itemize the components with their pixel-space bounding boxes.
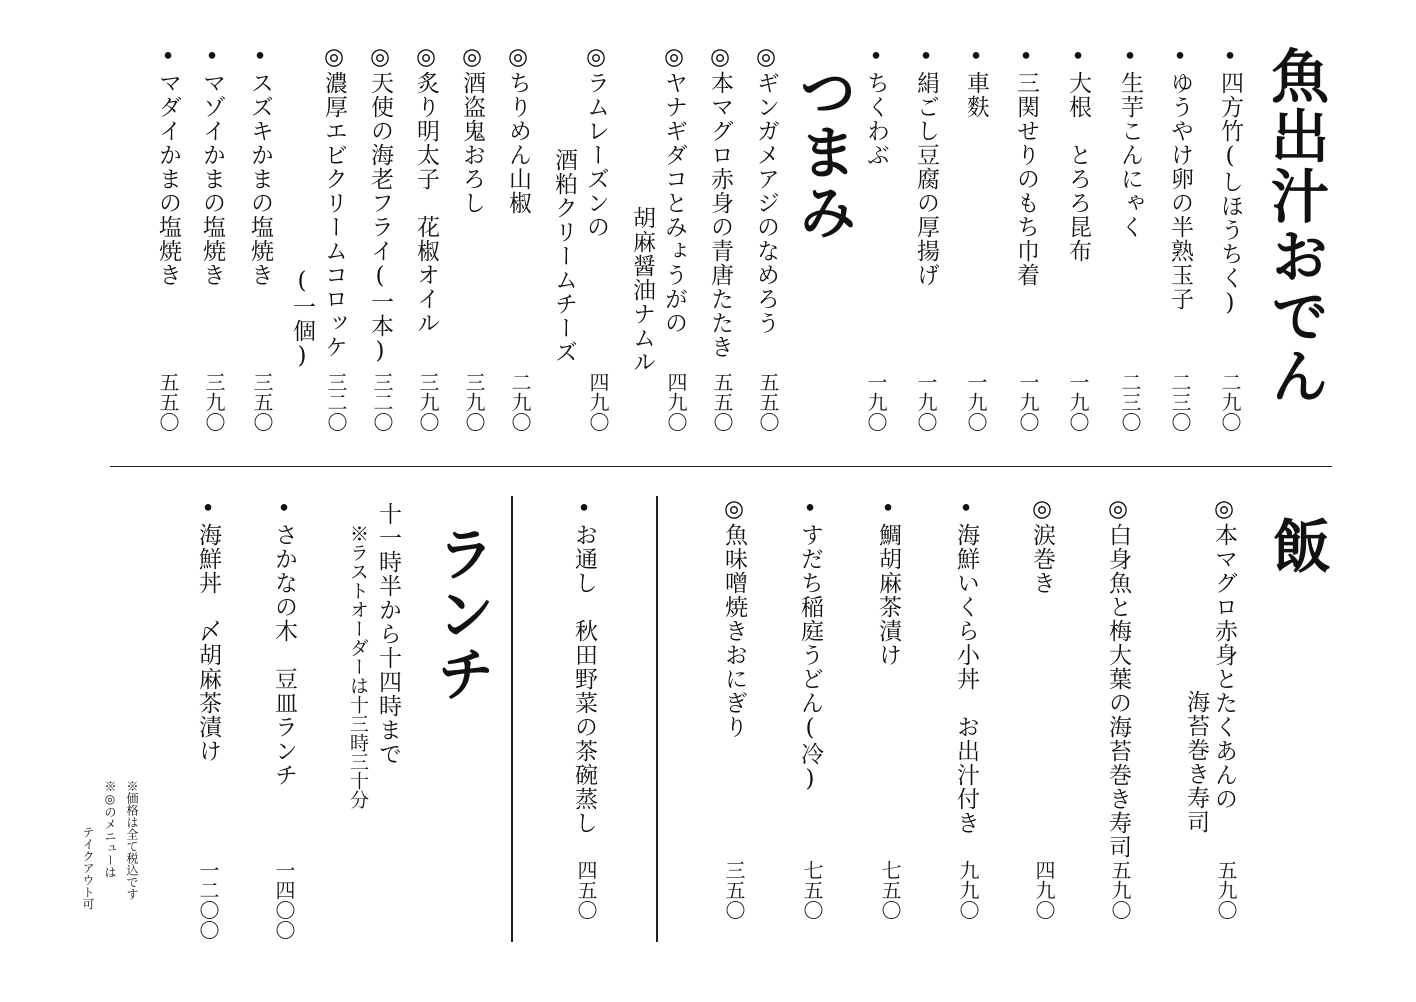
tsumami-item: ◎ヤナギダコとみょうがの (661, 44, 687, 335)
tsumami-item: •マダイかまの塩焼き (155, 44, 181, 287)
tsumami-title: つまみ (789, 62, 857, 242)
note-takeout: ※◎のメニューは (103, 780, 117, 878)
tsumami-item: ◎天使の海老フライ(一本) (367, 44, 393, 365)
lunch-item: •さかなの木 豆皿ランチ (271, 496, 297, 787)
oden-item: •車麩 (963, 44, 989, 119)
tsumami-price: 五五〇 (710, 372, 734, 432)
oden-item: •生芋こんにゃく (1117, 44, 1143, 239)
meshi-item: ◎涙巻き (1029, 496, 1055, 595)
meshi-item-cont: 海苔巻き寿司 (1183, 690, 1209, 834)
meshi-title: 飯 (1263, 516, 1331, 576)
meshi-item: ◎白身魚と梅大葉の海苔巻き寿司 (1105, 496, 1131, 859)
oden-price: 二三〇 (1118, 372, 1142, 432)
lunch-title: ランチ (427, 524, 495, 704)
tsumami-item: ◎酒盗鬼おろし (459, 44, 485, 215)
meshi-item: •すだち稲庭うどん(冷) (797, 496, 823, 793)
meshi-price: 七五〇 (878, 860, 902, 920)
tsumami-price: 五五〇 (756, 372, 780, 432)
tsumami-price: 三九〇 (416, 372, 440, 432)
oden-price: 一九〇 (914, 372, 938, 432)
oden-item: •大根 とろろ昆布 (1065, 44, 1091, 263)
tsumami-item: •スズキかまの塩焼き (247, 44, 273, 287)
tsumami-item: ◎濃厚エビクリームコロッケ (321, 44, 347, 359)
oden-price: 一九〇 (1016, 372, 1040, 432)
meshi-item: •鯛胡麻茶漬け (875, 496, 901, 667)
tsumami-price: 二九〇 (508, 372, 532, 432)
oden-price: 二三〇 (1168, 372, 1192, 432)
tsumami-item: ◎ちりめん山椒 (505, 44, 531, 215)
lunch-last-order: ※ラストオーダーは十三時三十分 (347, 524, 369, 809)
tsumami-price: 三五〇 (250, 372, 274, 432)
tsumami-item: ◎ラムレーズンの (583, 44, 609, 239)
otoshi-item: •お通し 秋田野菜の茶碗蒸し (571, 496, 597, 835)
meshi-item: •海鮮いくら小丼 お出汁付き (953, 496, 979, 835)
tsumami-item: ◎炙り明太子 花椒オイル (413, 44, 439, 335)
tsumami-item-cont: 胡麻醤油ナムル (629, 206, 655, 374)
tsumami-price: 四九〇 (664, 372, 688, 432)
oden-price: 一九〇 (864, 372, 888, 432)
tsumami-price: 三二〇 (324, 372, 348, 432)
tsumami-price: 三二〇 (370, 372, 394, 432)
column-divider (656, 496, 658, 942)
meshi-price: 五九〇 (1214, 860, 1238, 920)
tsumami-item: •マゾイかまの塩焼き (199, 44, 225, 287)
tsumami-price: 三九〇 (462, 372, 486, 432)
oden-item: •三関せりのもち巾着 (1013, 44, 1039, 287)
note-takeout-cont: テイクアウト可 (81, 826, 95, 910)
oden-item: •ゆうやけ卵の半熟玉子 (1167, 44, 1193, 311)
meshi-price: 三五〇 (722, 860, 746, 920)
oden-price: 二九〇 (1218, 372, 1242, 432)
oden-price: 一九〇 (964, 372, 988, 432)
tsumami-price: 五五〇 (156, 372, 180, 432)
lunch-hours: 十一時半から十四時まで (375, 502, 401, 766)
otoshi-price: 四五〇 (574, 860, 598, 920)
section-divider (110, 466, 1332, 467)
tsumami-item-cont: (一個) (289, 268, 315, 370)
meshi-price: 七五〇 (800, 860, 824, 920)
tsumami-price: 三九〇 (202, 372, 226, 432)
oden-item: •四方竹(しほうちく) (1217, 44, 1243, 317)
meshi-price: 五九〇 (1108, 860, 1132, 920)
column-divider (511, 496, 513, 942)
oden-title: 魚出汁おでん (1261, 46, 1329, 406)
lunch-price: 一四〇〇 (272, 860, 296, 940)
tsumami-item: ◎ギンガメアジのなめろう (753, 44, 779, 335)
tsumami-item-cont: 酒粕クリームチーズ (551, 148, 577, 364)
lunch-price: 一二〇〇 (196, 860, 220, 940)
lunch-item: •海鮮丼 〆胡麻茶漬け (195, 496, 221, 763)
meshi-price: 四九〇 (1032, 860, 1056, 920)
oden-item: •絹ごし豆腐の厚揚げ (913, 44, 939, 287)
oden-price: 一九〇 (1066, 372, 1090, 432)
tsumami-price: 四九〇 (586, 372, 610, 432)
tsumami-item: ◎本マグロ赤身の青唐たたき (707, 44, 733, 359)
meshi-item: ◎魚味噌焼きおにぎり (721, 496, 747, 739)
oden-item: •ちくわぶ (863, 44, 889, 167)
meshi-price: 九九〇 (956, 860, 980, 920)
note-tax: ※価格は全て税込です (125, 780, 139, 900)
meshi-item: ◎本マグロ赤身とたくあんの (1211, 496, 1237, 811)
